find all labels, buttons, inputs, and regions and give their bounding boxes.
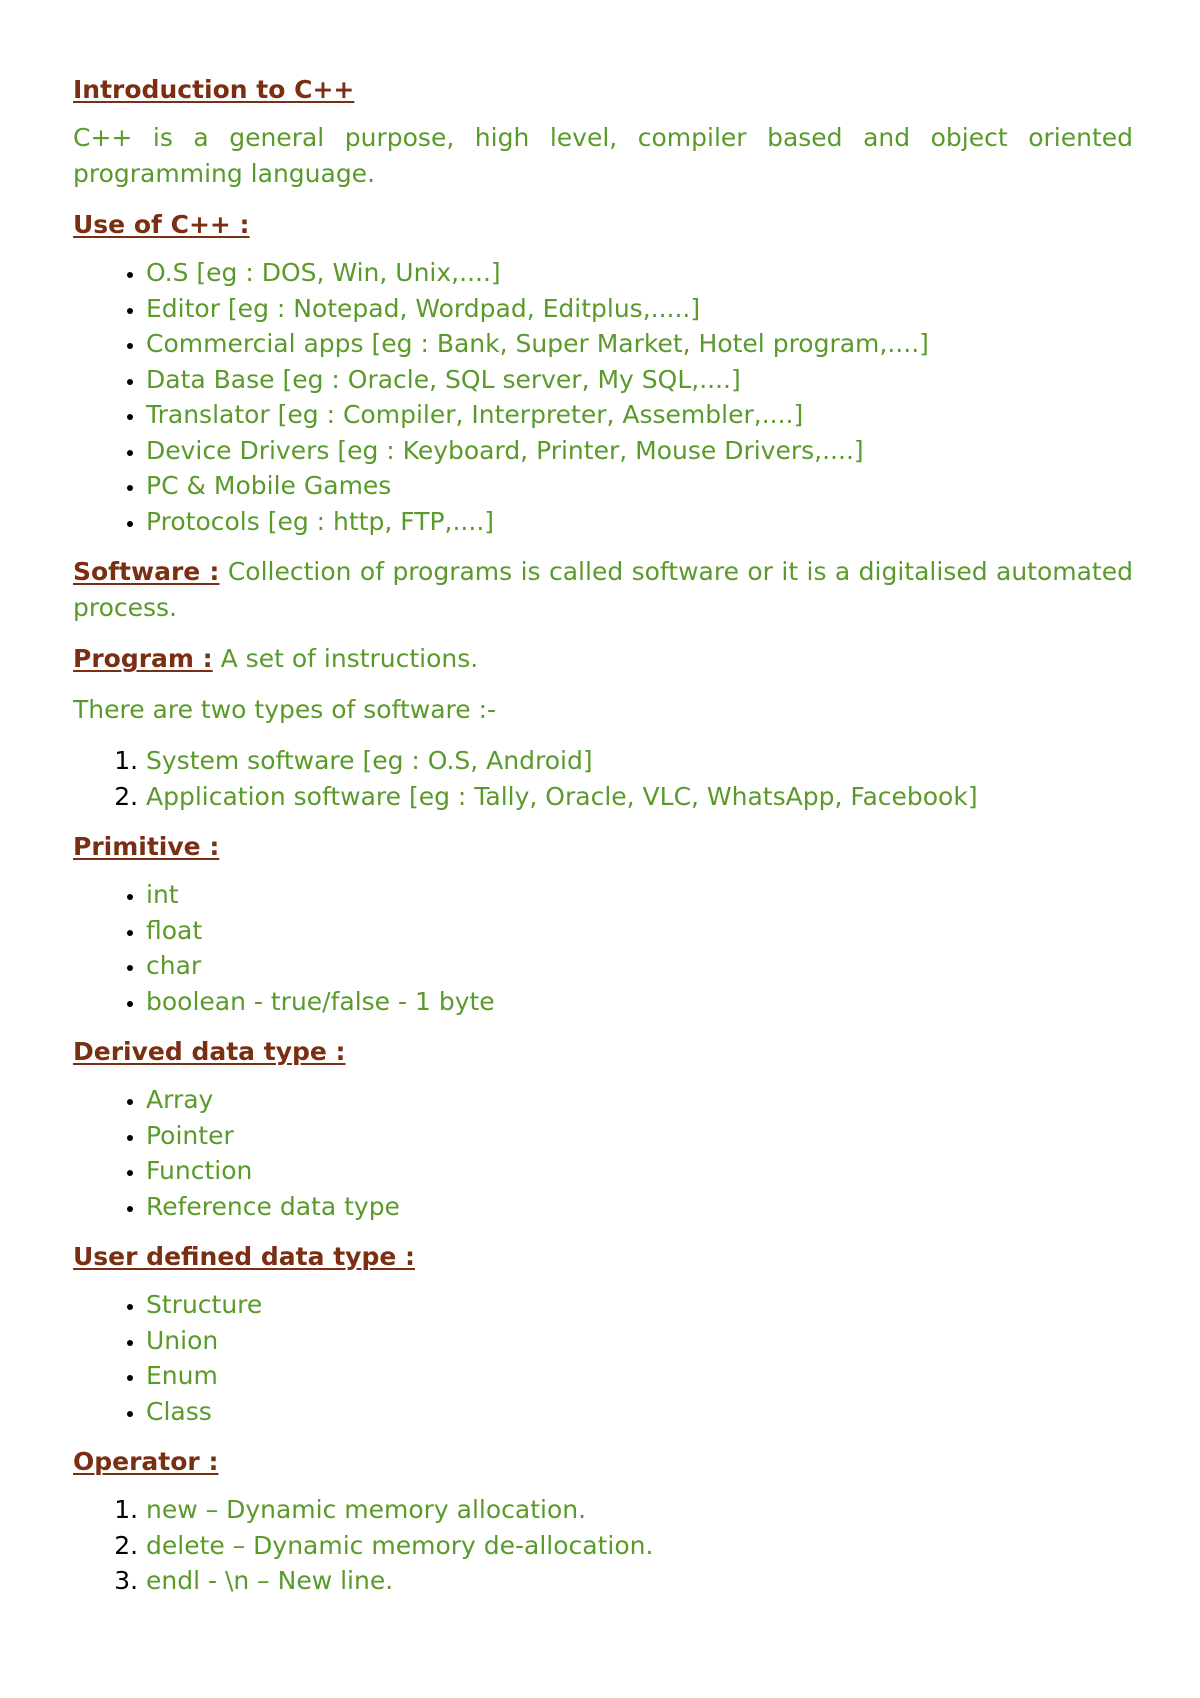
program-text: A set of instructions.	[212, 644, 479, 673]
list-item: • Class	[146, 1394, 1133, 1430]
list-item: • Union	[146, 1323, 1133, 1359]
uses-heading: Use of C++ :	[73, 210, 250, 239]
list-item: • Structure	[146, 1287, 1133, 1323]
list-item: • int	[146, 877, 1133, 913]
list-item: • O.S [eg : DOS, Win, Unix,....]	[146, 255, 1133, 291]
document-content	[73, 72, 1133, 1614]
software-text: Collection of programs is called software or it is a digitalised automated process.	[73, 557, 1133, 622]
operator-heading: Operator :	[73, 1447, 219, 1476]
software-label: Software :	[73, 557, 220, 586]
list-item: • Array	[146, 1082, 1133, 1118]
list-item: 1. new – Dynamic memory allocation.	[146, 1492, 1133, 1528]
list-item: • Protocols [eg : http, FTP,....]	[146, 504, 1133, 540]
program-label: Program :	[73, 644, 213, 673]
list-item: • Reference data type	[146, 1189, 1133, 1225]
list-item: • Editor [eg : Notepad, Wordpad, Editplus,.....]	[146, 291, 1133, 327]
uses-list	[73, 255, 1133, 539]
list-item: • float	[146, 913, 1133, 949]
list-item: • Translator [eg : Compiler, Interpreter, Assembler,....]	[146, 397, 1133, 433]
list-item: 1. System software [eg : O.S, Android]	[146, 743, 1133, 779]
derived-list	[73, 1082, 1133, 1224]
list-item: • boolean - true/false - 1 byte	[146, 984, 1133, 1020]
program-definition	[73, 641, 1133, 677]
user-defined-heading: User defined data type :	[73, 1242, 415, 1271]
intro-heading: Introduction to C++	[73, 75, 355, 104]
primitive-heading: Primitive :	[73, 832, 220, 861]
list-item: • Device Drivers [eg : Keyboard, Printer, Mouse Drivers,....]	[146, 433, 1133, 469]
list-item: • Pointer	[146, 1118, 1133, 1154]
intro-text: C++ is a general purpose, high level, compiler based and object oriented programming language.	[73, 123, 1133, 188]
list-item: • Enum	[146, 1358, 1133, 1394]
user-defined-list	[73, 1287, 1133, 1429]
primitive-list	[73, 877, 1133, 1019]
operator-list	[73, 1492, 1133, 1599]
list-item: 2. Application software [eg : Tally, Oracle, VLC, WhatsApp, Facebook]	[146, 779, 1133, 815]
list-item: • Commercial apps [eg : Bank, Super Market, Hotel program,....]	[146, 326, 1133, 362]
software-types-intro: There are two types of software :-	[73, 695, 497, 724]
list-item: 2. delete – Dynamic memory de-allocation.	[146, 1528, 1133, 1564]
list-item: • char	[146, 948, 1133, 984]
list-item: • PC & Mobile Games	[146, 468, 1133, 504]
list-item: 3. endl - \n – New line.	[146, 1563, 1133, 1599]
list-item: • Data Base [eg : Oracle, SQL server, My SQL,....]	[146, 362, 1133, 398]
derived-heading: Derived data type :	[73, 1037, 346, 1066]
software-definition	[73, 554, 1133, 626]
list-item: • Function	[146, 1153, 1133, 1189]
software-types-list	[73, 743, 1133, 814]
